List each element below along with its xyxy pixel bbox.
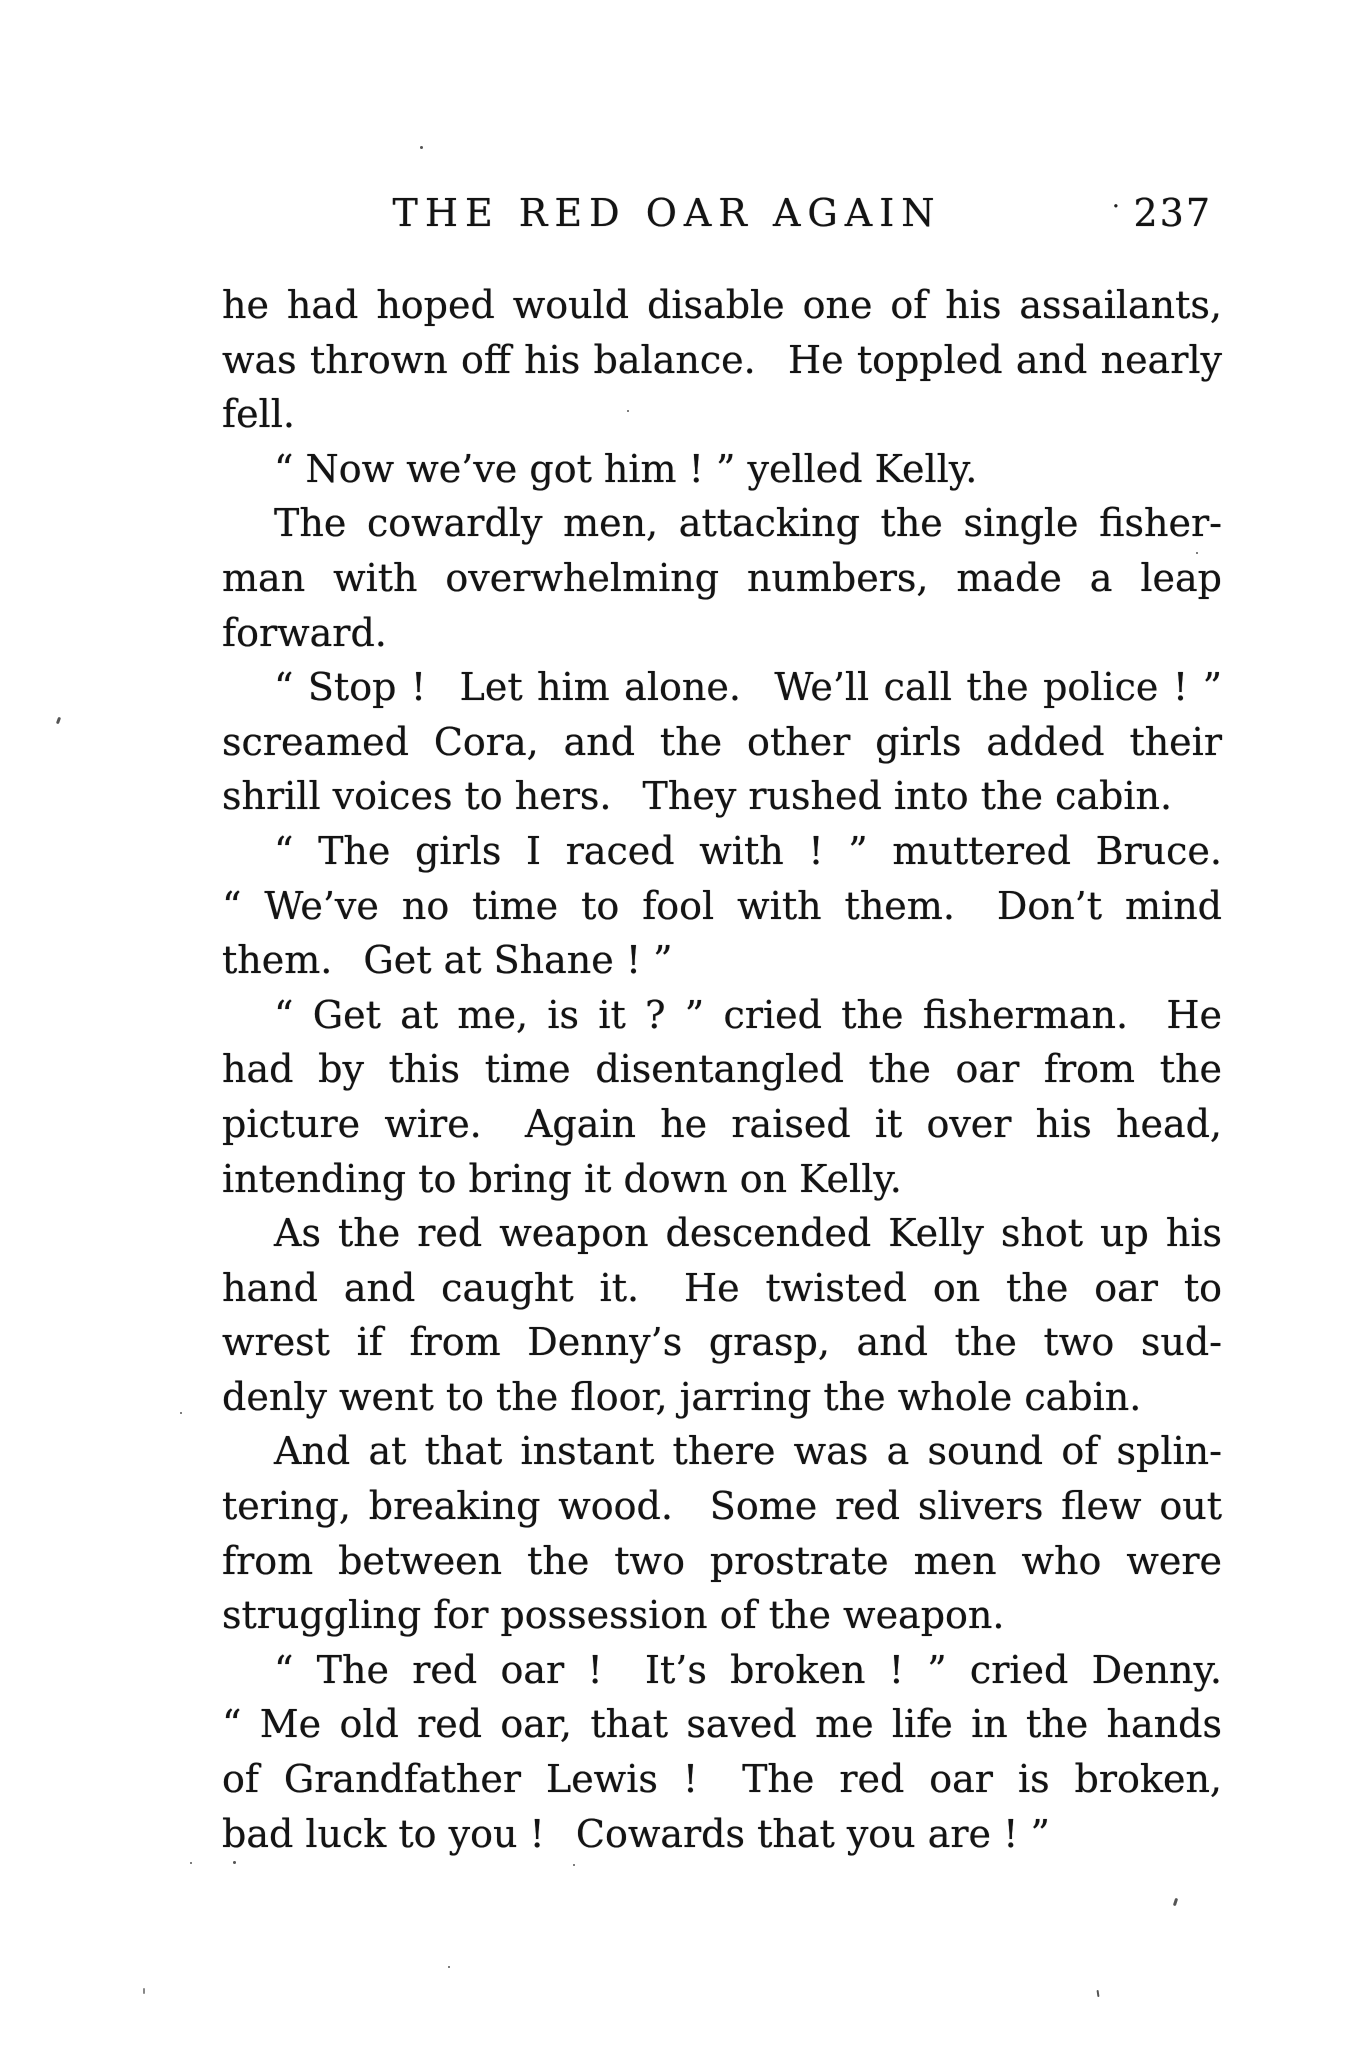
text-line: from between the two prostrate men who were	[222, 1538, 1222, 1583]
text-line: shrill voices to hers. They rushed into the cabin.	[222, 774, 1173, 819]
paragraph	[222, 660, 1222, 824]
text-line: “ Get at me, is it ? ” cried the fisherman. He	[274, 992, 1222, 1037]
paragraph	[222, 1206, 1222, 1424]
scan-speck	[180, 1412, 182, 1414]
paragraph	[222, 1424, 1222, 1642]
text-line: man with overwhelming numbers, made a leap	[222, 555, 1222, 600]
scan-speck	[448, 1966, 450, 1968]
text-line: was thrown off his balance. He toppled and nearly	[222, 337, 1222, 382]
text-line: “ Now we’ve got him ! ” yelled Kelly.	[274, 446, 978, 491]
paragraph	[222, 1643, 1222, 1861]
scan-speck	[56, 717, 61, 725]
text-line: “ The red oar ! It’s broken ! ” cried Denny.	[274, 1647, 1222, 1692]
text-line: had by this time disentangled the oar from the	[222, 1047, 1222, 1092]
text-line: “ The girls I raced with ! ” muttered Bruce.	[274, 828, 1222, 873]
paragraph	[222, 278, 1222, 442]
scan-speck	[233, 1861, 236, 1864]
running-head-title-box	[222, 193, 1112, 233]
page-title: THE RED OAR AGAIN	[392, 191, 942, 235]
text-line: wrest if from Denny’s grasp, and the two sud-	[222, 1320, 1222, 1365]
text-line: forward.	[222, 610, 387, 655]
paragraph	[222, 442, 1222, 497]
scan-speck	[1196, 552, 1198, 554]
scan-speck	[627, 410, 629, 412]
text-line: screamed Cora, and the other girls added their	[222, 719, 1222, 764]
text-line: tering, breaking wood. Some red slivers flew out	[222, 1484, 1222, 1529]
scan-speck	[1097, 1990, 1100, 1997]
paragraph	[222, 824, 1222, 988]
running-head	[222, 193, 1222, 237]
text-line: fell.	[222, 392, 295, 437]
scan-speck	[190, 1862, 192, 1864]
text-line: picture wire. Again he raised it over his head,	[222, 1101, 1222, 1146]
paragraph	[222, 496, 1222, 660]
text-line: them. Get at Shane ! ”	[222, 938, 673, 983]
text-line: “ Me old red oar, that saved me life in the hands	[222, 1702, 1222, 1747]
text-line: bad luck to you ! Cowards that you are ! ”	[222, 1811, 1050, 1856]
text-line: The cowardly men, attacking the single fisher-	[274, 501, 1222, 546]
text-line: “ We’ve no time to fool with them. Don’t mind	[222, 883, 1222, 928]
scan-speck	[143, 1988, 145, 1994]
scan-speck	[420, 146, 423, 149]
text-line: of Grandfather Lewis ! The red oar is broken,	[222, 1757, 1222, 1802]
text-line: And at that instant there was a sound of splin-	[274, 1429, 1222, 1474]
page-number: 237	[1133, 191, 1212, 235]
text-line: hand and caught it. He twisted on the oar to	[222, 1265, 1222, 1310]
paragraph	[222, 988, 1222, 1206]
text-line: “ Stop ! Let him alone. We’ll call the police ! ”	[274, 665, 1222, 710]
text-line: struggling for possession of the weapon.	[222, 1593, 1005, 1638]
text-line: he had hoped would disable one of his assailants,	[222, 283, 1222, 327]
scan-speck	[1173, 1898, 1178, 1907]
text-line: As the red weapon descended Kelly shot up his	[274, 1211, 1222, 1256]
page-body	[222, 278, 1222, 1861]
text-line: intending to bring it down on Kelly.	[222, 1156, 902, 1201]
text-line: denly went to the floor, jarring the whole cabin.	[222, 1374, 1142, 1419]
scan-speck	[573, 1864, 575, 1866]
scan-dot-marker: ·	[1111, 192, 1120, 222]
